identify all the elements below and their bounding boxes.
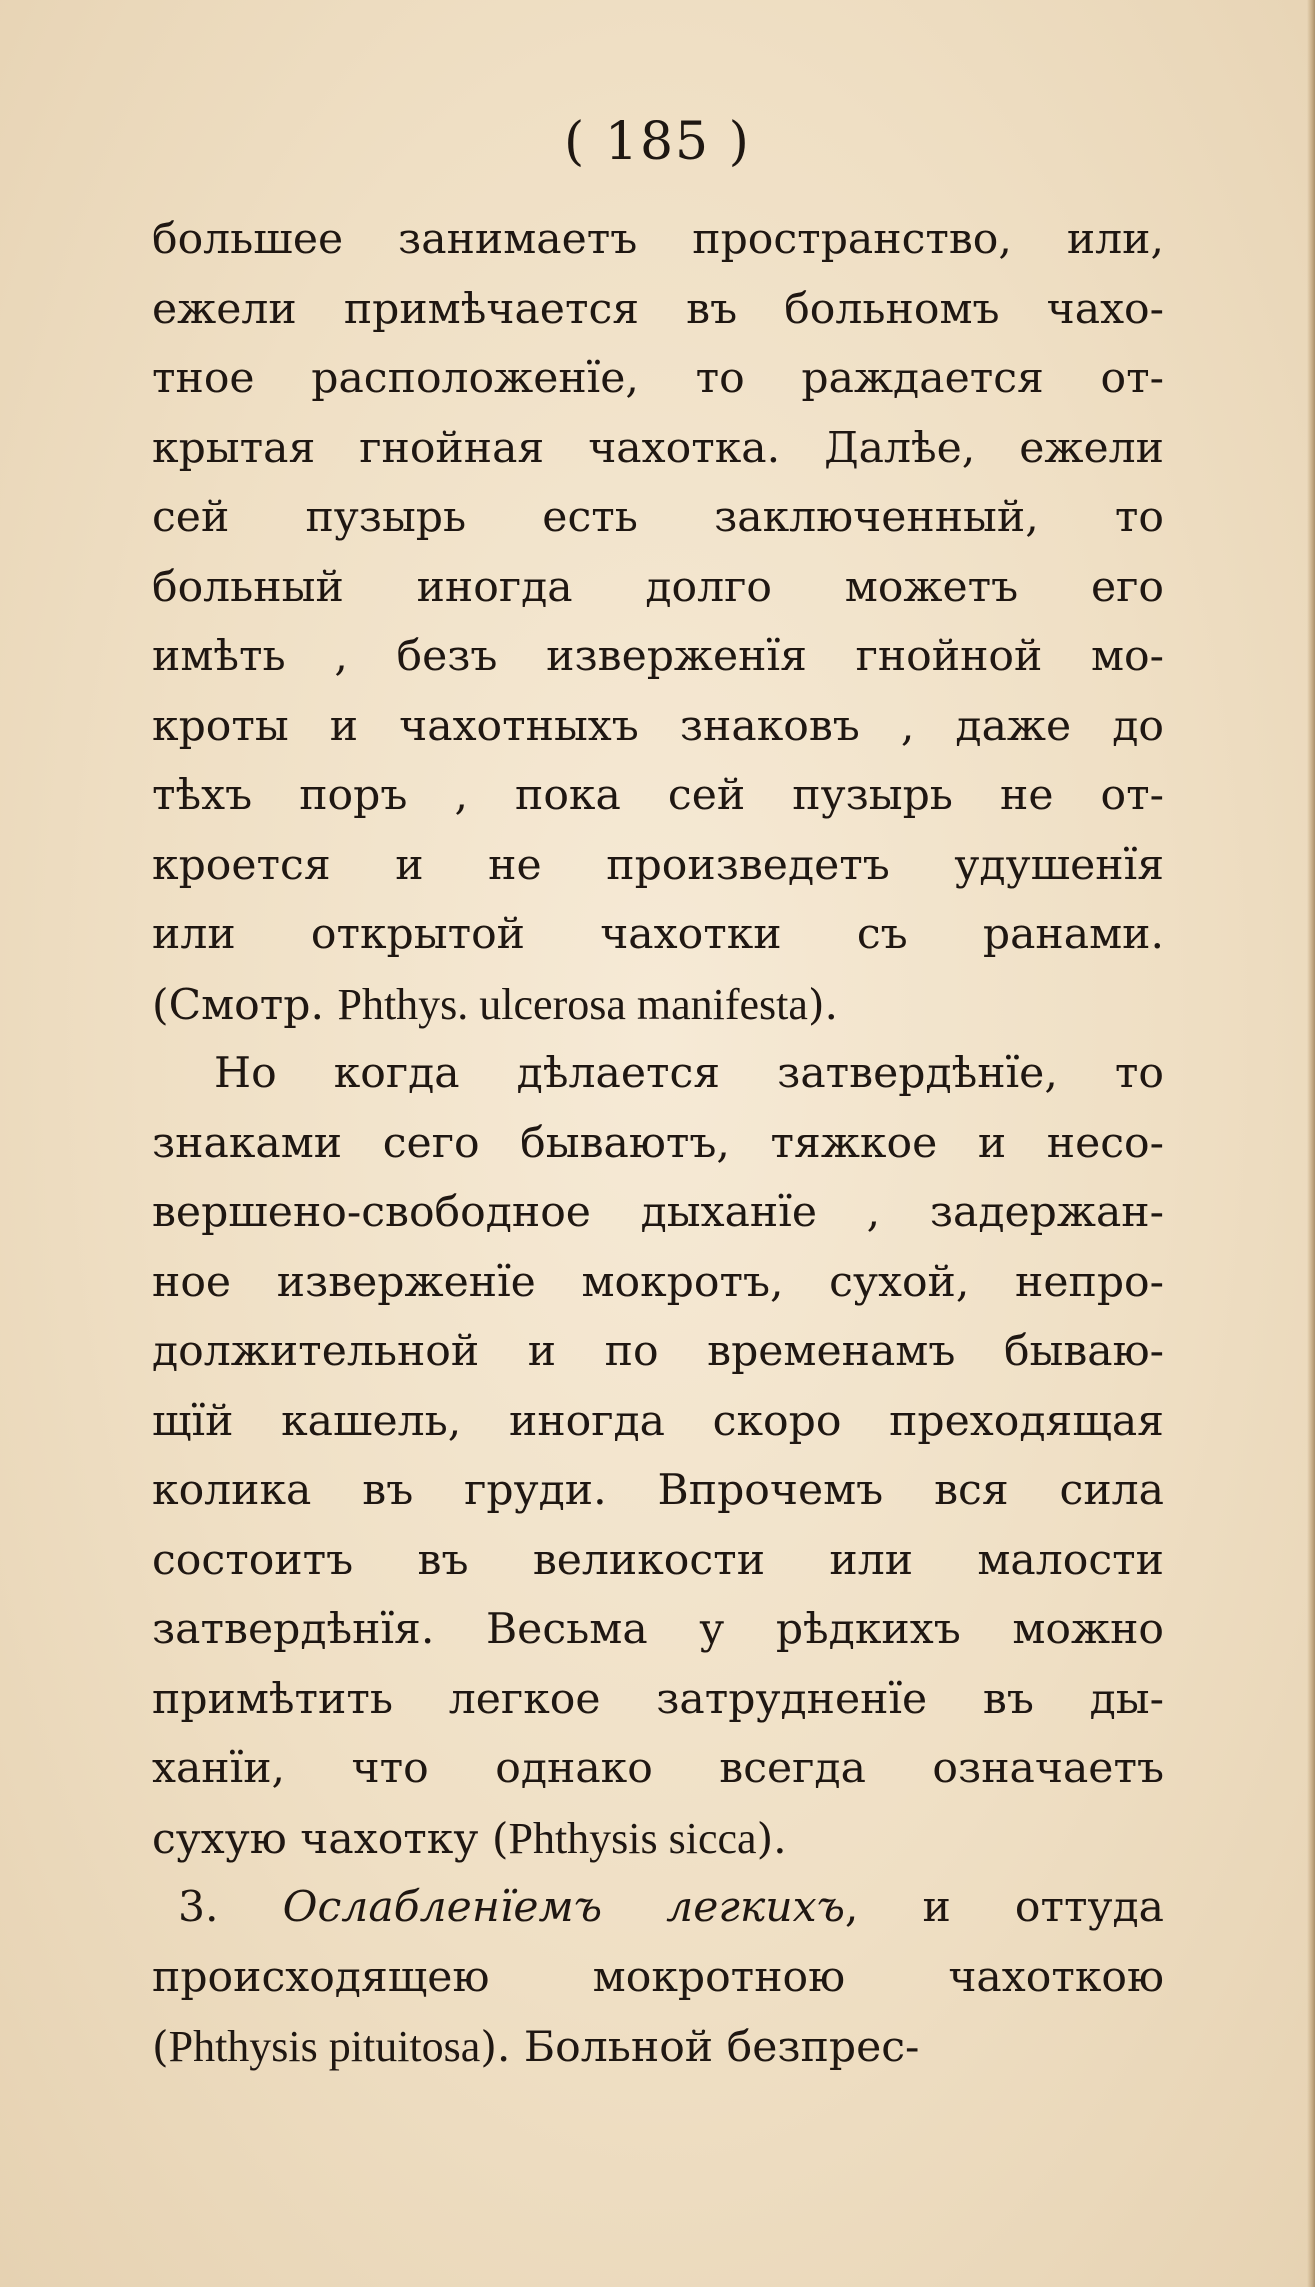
text-line [152,553,1164,623]
italic-heading: Ослабленїемъ легкихъ [282,1883,845,1932]
text-line [152,414,1164,484]
text-segment: примѣтить легкое затрудненїе въ ды- [152,1674,1164,1724]
text-line [152,970,1164,1040]
text-segment: (Смотр. [152,980,338,1030]
text-line [152,1734,1164,1804]
text-segment: крытая гнойная чахотка. Далѣе, ежели [152,423,1164,473]
text-segment: ханїи, что однако всегда означаетъ [152,1744,1164,1793]
text-line [152,761,1164,831]
text-line [152,692,1164,762]
text-line [152,831,1164,901]
text-segment: или открытой чахотки съ ранами. [152,910,1164,959]
text-segment: кроется и не произведетъ удушенїя [152,840,1164,890]
text-line [152,275,1164,345]
text-line [152,1665,1164,1735]
text-segment: тное расположенїе, то раждается от- [152,354,1164,403]
text-line [152,622,1164,692]
latin-term: Phthysis pituitosa [168,2022,481,2071]
text-segment: тѣхъ поръ , пока сей пузырь не от- [152,771,1164,820]
text-line [152,1039,1164,1109]
text-line [152,1109,1164,1179]
text-segment: вершено-свободное дыханїе , задержан- [152,1188,1164,1237]
body-text [152,205,1164,2082]
text-segment: ( [152,2023,169,2072]
text-line [152,1317,1164,1387]
text-segment: ное изверженїе мокротъ, сухой, непро- [152,1257,1164,1307]
text-line [152,900,1164,970]
latin-term: Phthys. ulcerosa manifesta [337,979,808,1029]
text-line [152,1456,1164,1526]
text-line [152,1943,1164,2013]
text-segment: сей пузырь есть заключенный, то [152,493,1164,542]
text-segment: происходящею мокротною чахоткою [152,1952,1164,2002]
text-segment: больный иногда долго можетъ его [152,562,1164,612]
text-segment: состоитъ въ великости или малости [152,1535,1164,1585]
text-segment: затвердѣнїя. Весьма у рѣдкихъ можно [152,1605,1164,1654]
text-line [152,1595,1164,1665]
text-segment: сухую чахотку ( [152,1814,509,1864]
text-line [152,205,1164,275]
text-line [152,1248,1164,1318]
page-edge [1307,0,1315,2287]
text-segment: кроты и чахотныхъ знаковъ , даже до [152,701,1164,751]
text-segment: ). Больной безпрес- [480,2023,920,2072]
text-line [152,1873,1164,1943]
text-line [152,1387,1164,1457]
page-number: ( 185 ) [564,112,751,172]
text-segment: большее занимаетъ пространство, или, [152,215,1164,264]
text-segment: щїй кашель, иногда скоро преходящая [152,1396,1164,1446]
text-segment: Но когда дѣлается затвердѣнїе, то [214,1049,1164,1098]
text-line [152,2012,1164,2082]
text-segment: ). [807,980,839,1030]
text-segment: имѣть , безъ изверженїя гнойной мо- [152,632,1164,681]
text-segment: знаками сего бываютъ, тяжкое и несо- [152,1118,1164,1168]
text-segment: ежели примѣчается въ больномъ чахо- [152,284,1164,334]
text-segment: ). [756,1814,787,1864]
text-segment: , и оттуда [844,1883,1165,1932]
text-line [152,1526,1164,1596]
latin-term: Phthysis sicca [508,1813,757,1863]
text-segment: 3. [178,1883,283,1932]
text-line [152,483,1164,553]
text-line [152,344,1164,414]
text-line [152,1804,1164,1874]
text-segment: колика въ груди. Впрочемъ вся сила [152,1466,1164,1515]
text-line [152,1178,1164,1248]
text-segment: должительной и по временамъ бываю- [152,1327,1164,1376]
